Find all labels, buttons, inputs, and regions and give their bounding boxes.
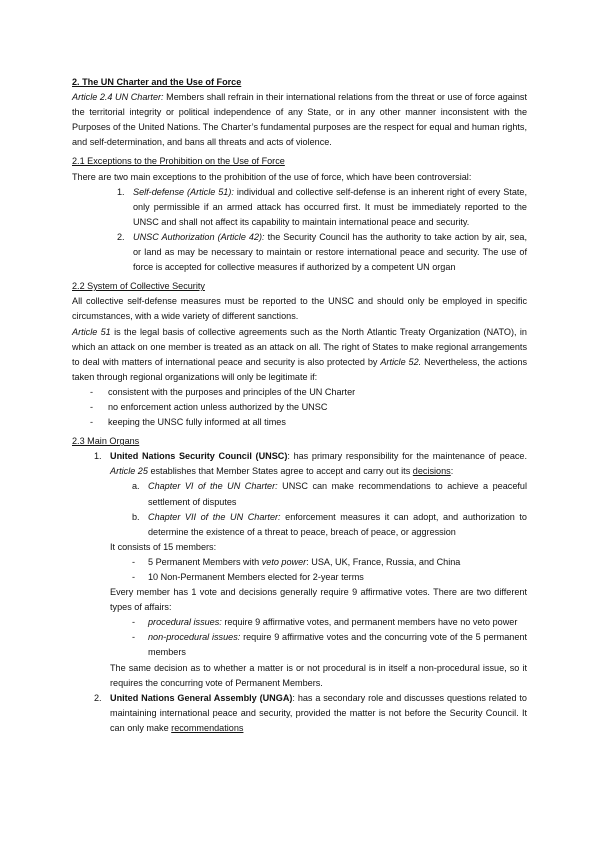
dash-marker: - xyxy=(132,556,136,567)
text: : has a secondary role and discusses questions related to maintaining international peace and security, provided the matter is not before the Security Council. It can only make xyxy=(110,692,527,733)
section-heading: 2. The UN Charter and the Use of Force xyxy=(72,77,242,87)
text: is the legal basis of collective agreements such as the North Atlantic Treaty Organization (NATO), in which an attack on one member is treated as an attack on all. The right of States to make regional arrangements to deal with matters of international peace and security is also protected by xyxy=(72,326,527,367)
list-item-unga xyxy=(72,691,527,736)
bold-term: United Nations Security Council (UNSC) xyxy=(110,451,288,462)
list-marker: b. xyxy=(132,511,140,522)
document-page xyxy=(72,73,527,736)
italic-ref: Self-defense (Article 51): xyxy=(133,186,234,197)
text: : has primary responsibility for the maintenance of peace. xyxy=(287,451,528,462)
bullet-item xyxy=(72,555,527,570)
list-marker: 2. xyxy=(94,692,102,703)
dash-marker: - xyxy=(90,417,94,428)
text: Members shall refrain in their international relations from the threat or use of force against the territorial integrity or political independence of any State, or in any other manner inconsistent with the Purposes of the United Nations. The Charter’s fundamental purposes are the respect for equal and human rights, and self-determination, and bans all threats and acts of violence. xyxy=(72,92,527,148)
subsection-heading: 2.2 System of Collective Security xyxy=(72,281,205,292)
paragraph: All collective self-defense measures must be reported to the UNSC and should only be employed in specific circumstances, with a wide variety of different sanctions. xyxy=(72,296,527,322)
bullet-item xyxy=(72,630,527,660)
bullet-item xyxy=(72,615,527,630)
list-marker: 1. xyxy=(94,451,102,462)
dash-marker: - xyxy=(90,386,94,397)
dash-marker: - xyxy=(132,617,136,628)
italic-ref: Article 51 xyxy=(72,326,111,337)
text: : xyxy=(450,466,454,477)
list-marker: 1. xyxy=(117,186,125,197)
underlined-term: recommendations xyxy=(171,722,244,733)
text: keeping the UNSC fully informed at all times xyxy=(108,417,286,428)
list-marker: 2. xyxy=(117,231,125,242)
text: 5 Permanent Members with xyxy=(148,556,262,567)
italic-ref: Article 2.4 UN Charter: xyxy=(72,92,164,103)
text: require 9 affirmative votes, and permanent members have no veto power xyxy=(221,617,518,628)
paragraph xyxy=(72,325,527,385)
italic-ref: UNSC Authorization (Article 42): xyxy=(133,231,265,242)
text: UNSC can make recommendations to achieve a peaceful settlement of disputes xyxy=(148,481,527,507)
italic-term: veto power xyxy=(261,556,307,567)
list-item-unsc xyxy=(72,449,527,479)
italic-ref: Chapter VII of the UN Charter: xyxy=(148,511,281,522)
bullet-item xyxy=(72,385,527,400)
text: 10 Non-Permanent Members elected for 2-year terms xyxy=(148,572,364,582)
dash-marker: - xyxy=(90,401,94,412)
bold-term: United Nations General Assembly (UNGA) xyxy=(110,692,293,703)
bullet-item xyxy=(72,570,527,585)
dash-marker: - xyxy=(132,572,136,582)
text: the Security Council has the authority to take action by air, sea, or land as may be necessary to maintain or restore international peace and security. The use of force is accepted for collective measures if authorized by a competent UN organ xyxy=(133,231,527,273)
sub-list-item xyxy=(72,479,527,509)
paragraph: It consists of 15 members: xyxy=(110,541,217,552)
paragraph: Every member has 1 vote and decisions generally require 9 affirmative votes. There are two different types of affairs: xyxy=(110,587,527,613)
text: : USA, UK, France, Russia, and China xyxy=(306,556,461,567)
text: individual and collective self-defense is an inherent right of every State, only permissible if an armed attack has occurred first. It must be immediately reported to the UNSC and shall not affect its capability to maintain international peace and security. xyxy=(133,186,527,227)
text: consistent with the purposes and principles of the UN Charter xyxy=(108,386,356,397)
paragraph-article-2-4 xyxy=(72,90,527,150)
text: establishes that Member States agree to accept and carry out its xyxy=(147,466,413,477)
italic-ref: Article 52. xyxy=(380,356,422,367)
text: enforcement measures it can adopt, and authorization to determine the existence of a threat to peace, breach of peace, or aggression xyxy=(148,511,527,537)
italic-ref: Chapter VI of the UN Charter: xyxy=(148,481,278,492)
list-item xyxy=(72,185,527,230)
bullet-item xyxy=(72,400,527,415)
subsection-heading: 2.1 Exceptions to the Prohibition on the Use of Force xyxy=(72,156,285,167)
italic-ref: Article 25 xyxy=(110,466,148,477)
bullet-item xyxy=(72,415,527,430)
paragraph: The same decision as to whether a matter is or not procedural is in itself a non-procedural issue, so it requires the concurring vote of Permanent Members. xyxy=(110,662,527,688)
underlined-term: decisions xyxy=(412,466,451,477)
sub-list-item xyxy=(72,510,527,540)
italic-term: non-procedural issues: xyxy=(148,632,241,643)
list-item xyxy=(72,230,527,275)
text: require 9 affirmative votes and the concurring vote of the 5 permanent members xyxy=(148,632,527,658)
dash-marker: - xyxy=(132,632,136,643)
italic-term: procedural issues: xyxy=(148,617,222,628)
text: Nevertheless, the actions taken through regional organizations will only be legitimate if: xyxy=(72,356,527,382)
text: no enforcement action unless authorized by the UNSC xyxy=(108,401,328,412)
subsection-heading: 2.3 Main Organs xyxy=(72,436,140,447)
paragraph: There are two main exceptions to the prohibition of the use of force, which have been controversial: xyxy=(72,171,472,182)
list-marker: a. xyxy=(132,481,140,492)
